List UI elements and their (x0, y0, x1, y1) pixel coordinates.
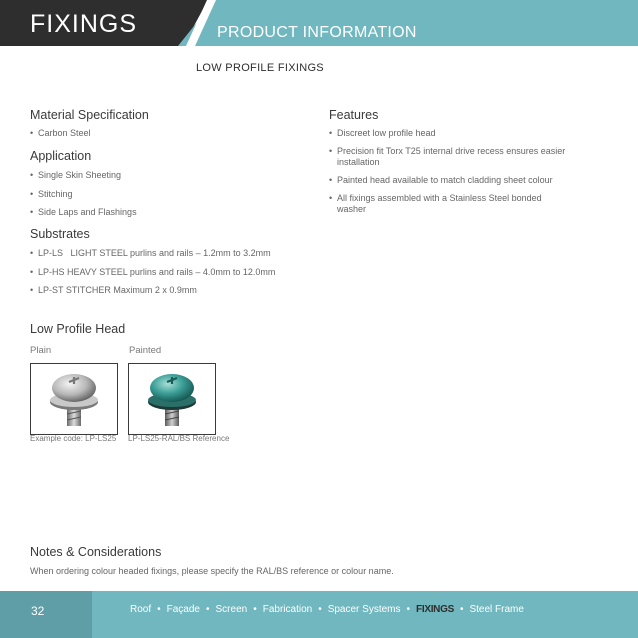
nav-separator: • (157, 604, 161, 615)
plain-label: Plain (30, 345, 52, 356)
list-item: • Discreet low profile head (329, 128, 569, 139)
footer-nav-roof[interactable]: Roof (130, 604, 152, 615)
footer-page-box (0, 591, 92, 638)
footer-nav-spacer-systems[interactable]: Spacer Systems (327, 604, 401, 615)
plain-screw-image (30, 363, 118, 435)
list-item: • LP-HS HEAVY STEEL purlins and rails – 4.0mm to 12.0mm (30, 267, 275, 278)
page-title: FIXINGS (30, 10, 138, 38)
page-number: 32 (31, 604, 45, 618)
list-item: • LP-LS LIGHT STEEL purlins and rails – 1.2mm to 3.2mm (30, 248, 275, 259)
footer-nav-screen[interactable]: Screen (215, 604, 248, 615)
notes-text: When ordering colour headed fixings, please specify the RAL/BS reference or colour name. (30, 566, 394, 576)
footer-nav-steel-frame[interactable]: Steel Frame (469, 604, 524, 615)
list-item: • All fixings assembled with a Stainless Steel bonded washer (329, 193, 569, 215)
plain-screw-icon (31, 364, 117, 434)
list-item: • Carbon Steel (30, 128, 91, 139)
painted-screw-image (128, 363, 216, 435)
nav-separator: • (206, 604, 210, 615)
list-item: • Precision fit Torx T25 internal drive recess ensures easier installation (329, 146, 569, 168)
list-item: • LP-ST STITCHER Maximum 2 x 0.9mm (30, 285, 275, 296)
application-heading: Application (30, 149, 92, 163)
substrates-heading: Substrates (30, 227, 90, 241)
list-item: • Single Skin Sheeting (30, 170, 137, 181)
list-item: • Painted head available to match cladding sheet colour (329, 175, 569, 186)
painted-caption: LP-LS25-RAL/BS Reference (128, 434, 230, 443)
features-heading: Features (329, 108, 379, 122)
notes-heading: Notes & Considerations (30, 545, 162, 559)
footer-nav-fixings[interactable]: FIXINGS (416, 604, 454, 615)
list-item: • Stitching (30, 189, 137, 200)
substrates-list (30, 248, 275, 304)
footer-nav-fabrication[interactable]: Fabrication (262, 604, 313, 615)
section-title: PRODUCT INFORMATION (217, 24, 417, 41)
nav-separator: • (253, 604, 257, 615)
footer-nav (130, 604, 524, 615)
nav-separator: • (318, 604, 322, 615)
application-list (30, 170, 137, 226)
nav-separator: • (459, 604, 464, 615)
material-heading: Material Specification (30, 108, 149, 122)
features-list (329, 128, 569, 222)
plain-caption: Example code: LP-LS25 (30, 434, 117, 443)
footer-nav-facade[interactable]: Façade (166, 604, 200, 615)
painted-label: Painted (129, 345, 162, 356)
material-list (30, 128, 91, 147)
list-item: • Side Laps and Flashings (30, 207, 137, 218)
page-subtitle: LOW PROFILE FIXINGS (196, 62, 324, 74)
nav-separator: • (406, 604, 411, 615)
page-header (0, 0, 638, 46)
painted-screw-icon (129, 364, 215, 434)
low-profile-head-heading: Low Profile Head (30, 322, 126, 336)
